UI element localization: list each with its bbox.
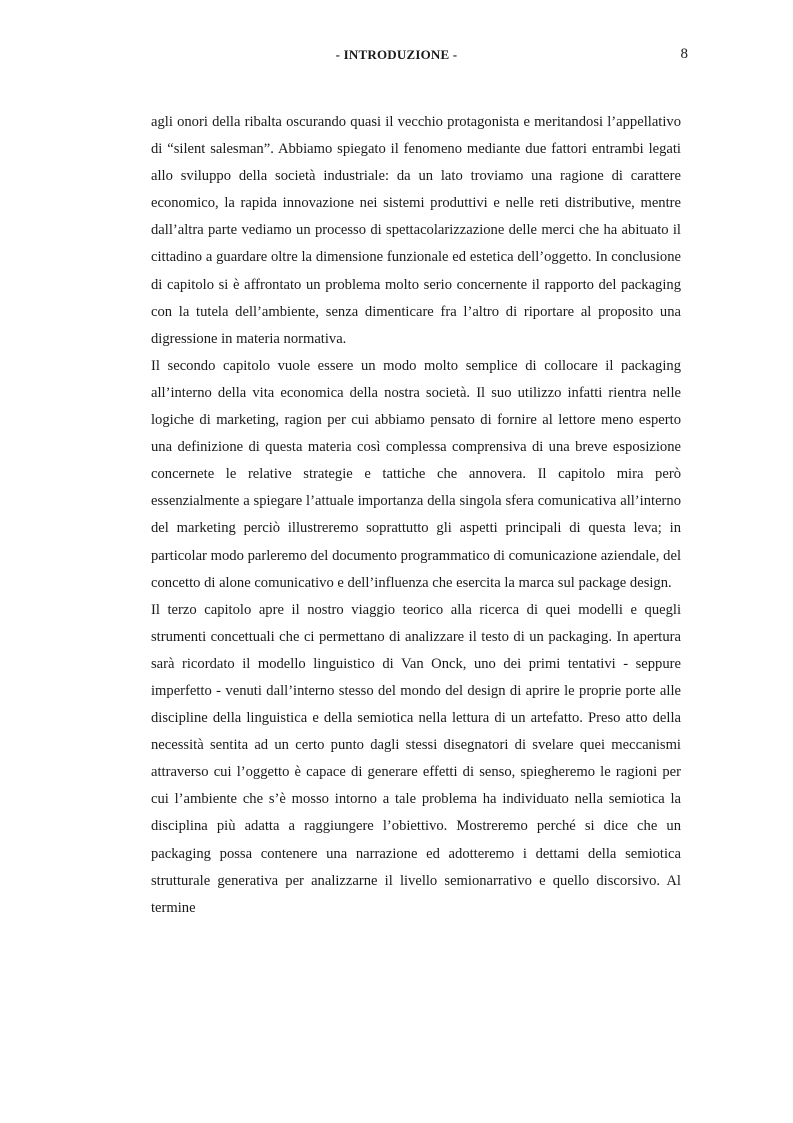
body-text <box>151 109 681 922</box>
paragraph: Il secondo capitolo vuole essere un modo molto semplice di collocare il packaging all’interno della vita economica della nostra società. Il suo utilizzo infatti rientra nelle logiche di marketing, ragion per cui abbiamo pensato di fornire al lettore meno esperto una definizione di questa materia così complessa comprensiva di una breve esposizione concernete le relative strategie e tattiche che annovera. Il capitolo mira però essenzialmente a spiegare l’attuale importanza della singola sfera comunicativa all’interno del marketing perciò illustreremo soprattutto gli aspetti principali di questa leva; in particolar modo parleremo del documento programmatico di comunicazione aziendale, del concetto di alone comunicativo e dell’influenza che esercita la marca sul package design. <box>151 357 681 591</box>
page-number: 8 <box>680 46 688 62</box>
paragraph: agli onori della ribalta oscurando quasi il vecchio protagonista e meritandosi l’appellativo di “silent salesman”. Abbiamo spiegato il fenomeno mediante due fattori entrambi legati allo sviluppo della società industriale: da un lato troviamo una ragione di carattere economico, la rapida innovazione nei sistemi produttivi e nelle reti distributive, mentre dall’altra parte vediamo un processo di spettacolarizzazione delle merci che ha abituato il cittadino a guardare oltre la dimensione funzionale ed estetica dell’oggetto. In conclusione di capitolo si è affrontato un problema molto serio concernente il rapporto del packaging con la tutela dell’ambiente, senza dimenticare fra l’altro di riportare al proposito una digressione in materia normativa. <box>151 114 681 347</box>
paragraph: Il terzo capitolo apre il nostro viaggio teorico alla ricerca di quei modelli e quegli strumenti concettuali che ci permettano di analizzare il testo di un packaging. In apertura sarà ricordato il modello linguistico di Van Onck, uno dei primi tentativi - seppure imperfetto - venuti dall’interno stesso del mondo del design di aprire le proprie porte alle discipline della linguistica e della semiotica nella lettura di un artefatto. Preso atto della necessità sentita ad un certo punto dagli stessi disegnatori di svelare quei meccanismi attraverso cui l’oggetto è capace di generare effetti di senso, spiegheremo le ragioni per cui l’ambiente che s’è mosso intorno a tale problema ha individuato nella semiotica la disciplina più adatta a raggiungere l’obiettivo. Mostreremo perché si dice che un packaging possa contenere una narrazione ed adotteremo i dettami della semiotica strutturale generativa per analizzarne il livello semionarrativo e quello discorsivo. Al termine <box>151 601 681 916</box>
running-head-title: - INTRODUZIONE - <box>335 47 458 62</box>
